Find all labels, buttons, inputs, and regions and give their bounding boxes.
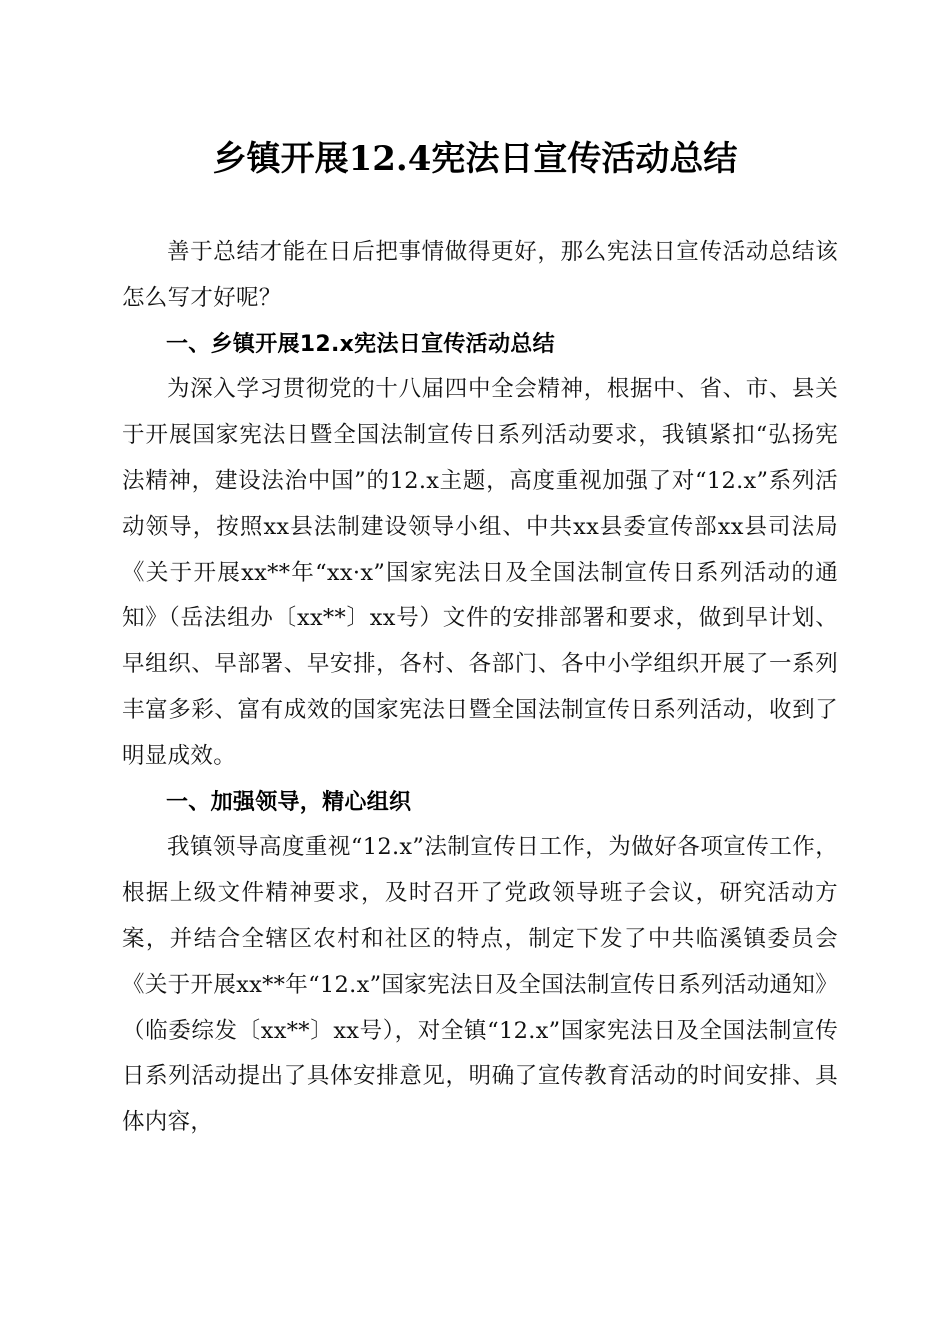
subsection-heading: 一、加强领导，精心组织	[166, 789, 412, 815]
section-heading: 一、乡镇开展12.x宪法日宣传活动总结	[166, 331, 555, 357]
document-body	[122, 230, 838, 1146]
intro-paragraph: 善于总结才能在日后把事情做得更好，那么宪法日宣传活动总结该怎么写才好呢？	[122, 239, 838, 311]
section-paragraph: 为深入学习贯彻党的十八届四中全会精神，根据中、省、市、县关于开展国家宪法日暨全国法制宣传日系列活动要求，我镇紧扣“弘扬宪法精神，建设法治中国”的12.x主题，高度重视加强了对“12.x”系列活动领导，按照xx县法制建设领导小组、中共xx县委宣传部xx县司法局《关于开展xx**年“xx·x”国家宪法日及全国法制宣传日系列活动的通知》（岳法组办〔xx**〕xx号）文件的安排部署和要求，做到早计划、早组织、早部署、早安排，各村、各部门、各中小学组织开展了一系列丰富多彩、富有成效的国家宪法日暨全国法制宣传日系列活动，收到了明显成效。	[122, 376, 838, 769]
document-title: 乡镇开展12.4宪法日宣传活动总结	[212, 139, 738, 179]
subsection-paragraph: 我镇领导高度重视“12.x”法制宣传日工作，为做好各项宣传工作，根据上级文件精神要求，及时召开了党政领导班子会议，研究活动方案，并结合全辖区农村和社区的特点，制定下发了中共临溪镇委员会《关于开展xx**年“12.x”国家宪法日及全国法制宣传日系列活动通知》（临委综发〔xx**〕xx号），对全镇“12.x”国家宪法日及全国法制宣传日系列活动提出了具体安排意见，明确了宣传教育活动的时间安排、具体内容，	[122, 834, 838, 1136]
